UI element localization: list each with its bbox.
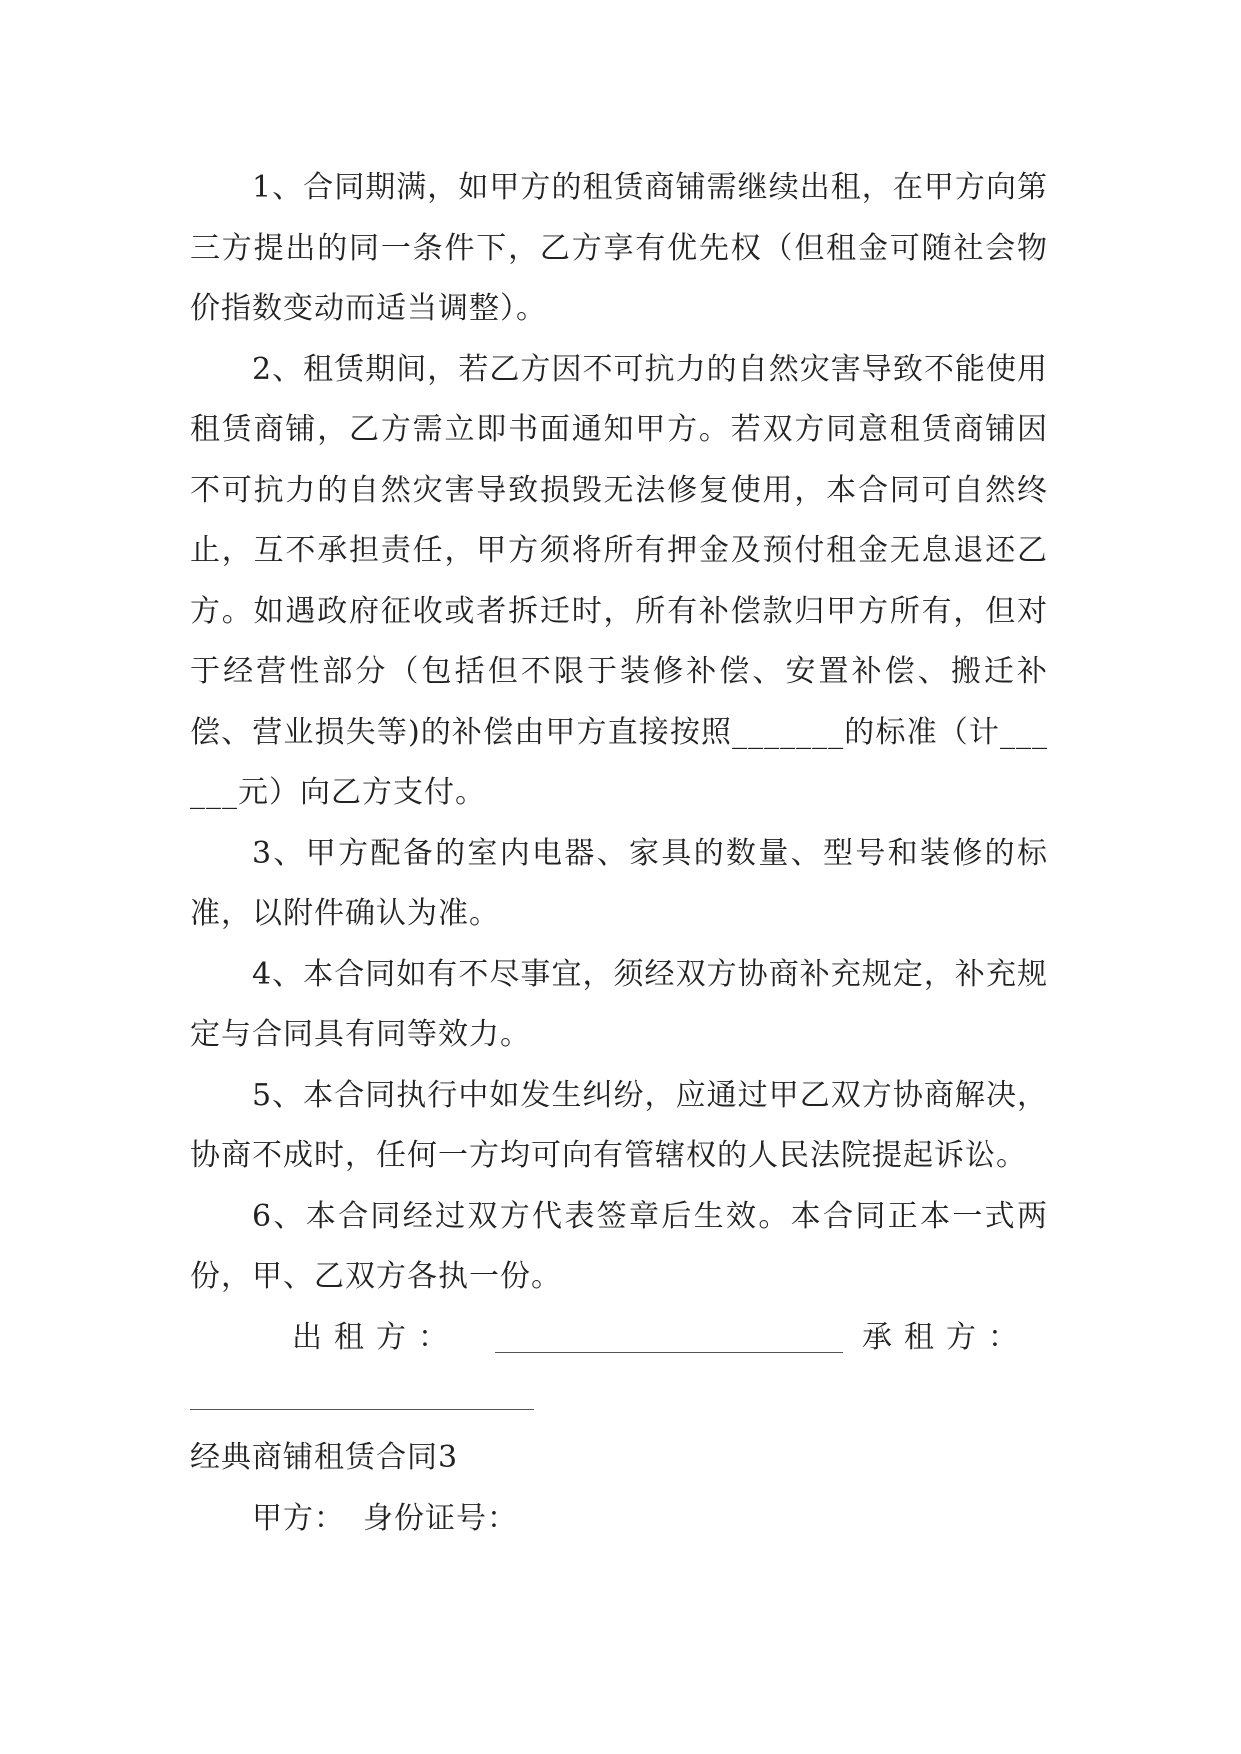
id-number-label: 身份证号： — [363, 1501, 518, 1536]
lessee-signature-blank — [190, 1409, 534, 1410]
clause-3: 3、甲方配备的室内电器、家具的数量、型号和装修的标准，以附件确认为准。 — [190, 835, 1048, 931]
lessor-signature-blank — [495, 1352, 843, 1353]
clause-5: 5、本合同执行中如发生纠纷，应通过甲乙双方协商解决，协商不成时，任何一方均可向有管辖权的人民法院提起诉讼。 — [190, 1077, 1048, 1173]
party-a-line — [252, 1489, 518, 1549]
clause-2: 2、租赁期间，若乙方因不可抗力的自然灾害导致不能使用租赁商铺，乙方需立即书面通知甲方。若双方同意租赁商铺因不可抗力的自然灾害导致损毁无法修复使用，本合同可自然终止，互不承担责任，甲方须将所有押金及预付租金无息退还乙方。如遇政府征收或者拆迁时，所有补偿款归甲方所有，但对于经营性部分（包括但不限于装修补偿、安置补偿、搬迁补偿、营业损失等)的补偿由甲方直接按照_______的标准（计______元）向乙方支付。 — [190, 351, 1048, 810]
lessee-label: 承租方： — [862, 1319, 1030, 1355]
clause-6: 6、本合同经过双方代表签章后生效。本合同正本一式两份，甲、乙双方各执一份。 — [190, 1198, 1048, 1294]
lessor-label: 出租方： — [292, 1319, 460, 1355]
contract-body — [190, 158, 1048, 1368]
clause-1: 1、合同期满，如甲方的租赁商铺需继续出租，在甲方向第三方提出的同一条件下，乙方享有优先权（但租金可随社会物价指数变动而适当调整）。 — [190, 170, 1048, 326]
signature-line — [190, 1308, 1048, 1368]
section-title: 经典商铺租赁合同3 — [190, 1440, 459, 1475]
clause-4: 4、本合同如有不尽事宜，须经双方协商补充规定，补充规定与合同具有同等效力。 — [190, 956, 1048, 1052]
party-a-label: 甲方： — [252, 1501, 345, 1536]
